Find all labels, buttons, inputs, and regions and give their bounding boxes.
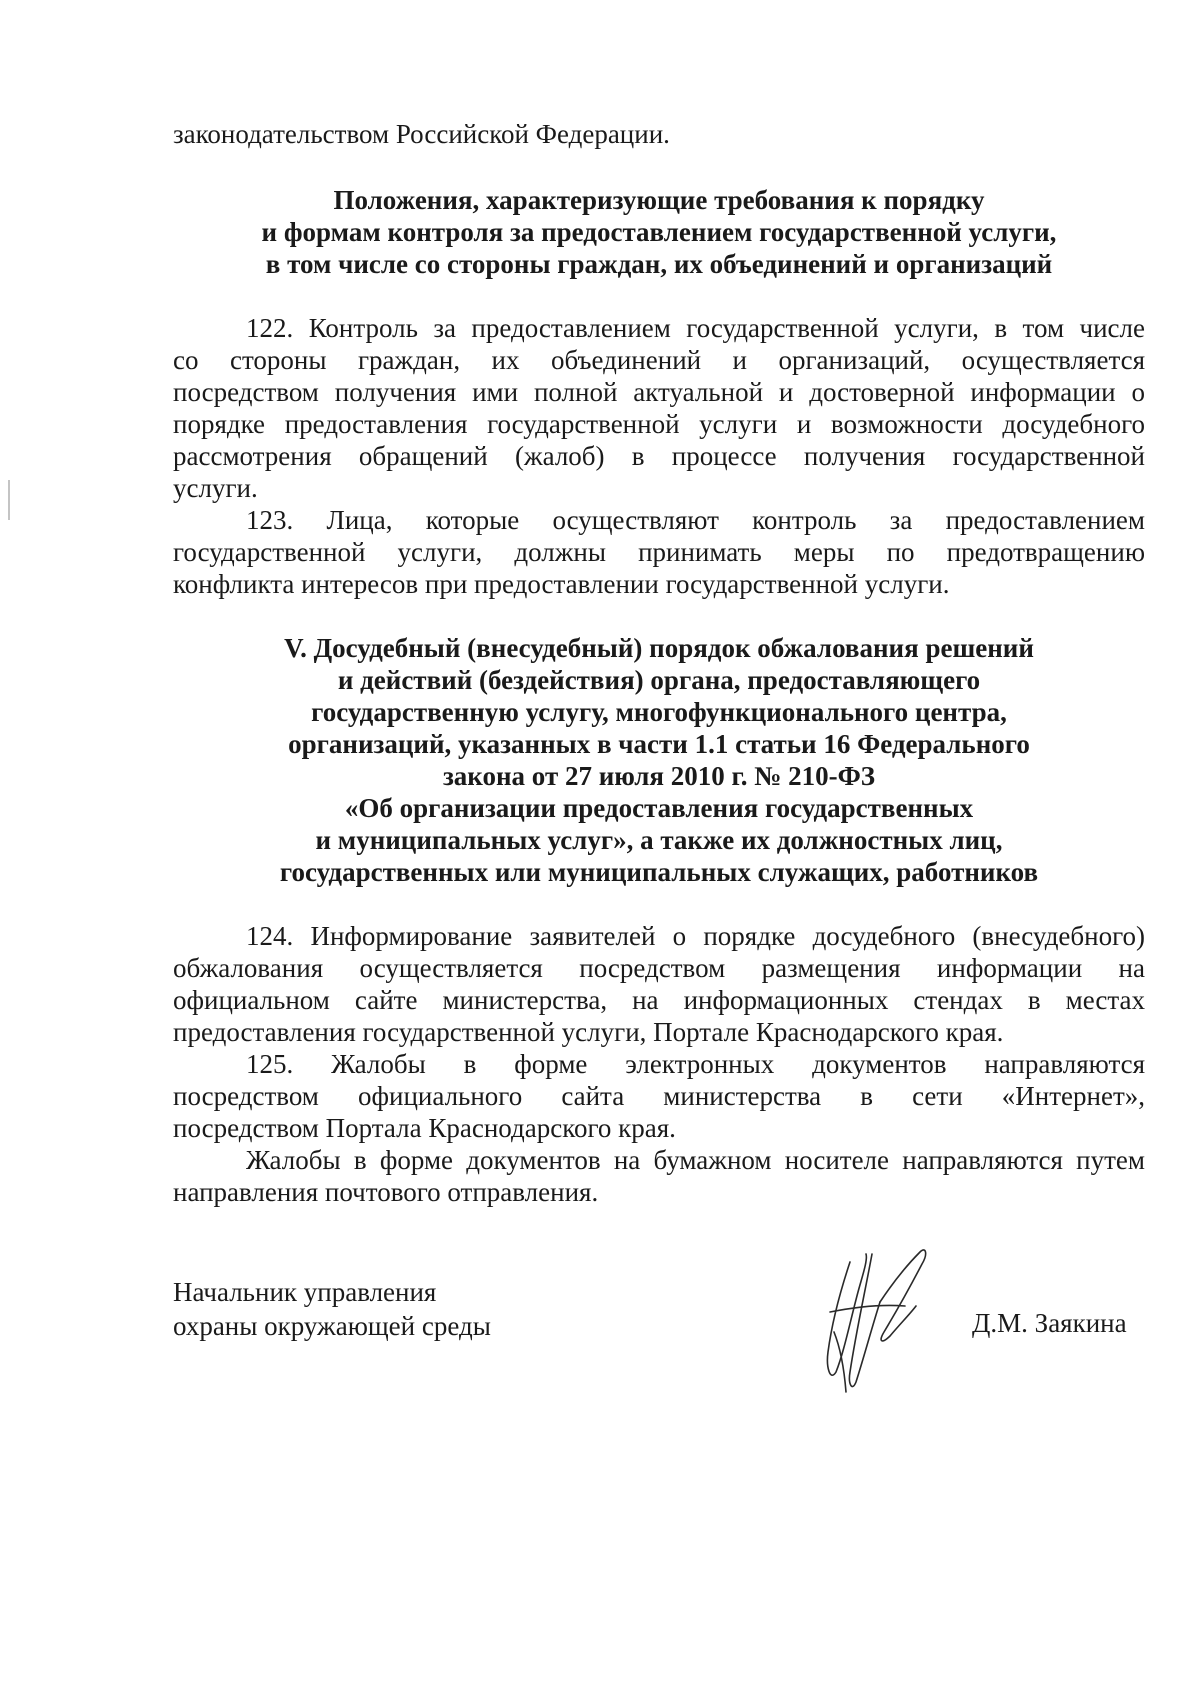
- text-line: услуги.: [173, 473, 258, 503]
- text-line: конфликта интересов при предоставлении государственной услуги.: [173, 569, 950, 599]
- text-line: со стороны граждан, их объединений и организаций, осуществляется: [173, 345, 1145, 375]
- heading-line: государственную услугу, многофункционального центра,: [311, 697, 1007, 727]
- heading-line: V. Досудебный (внесудебный) порядок обжалования решений: [284, 633, 1034, 663]
- signatory-position: [173, 1275, 491, 1343]
- heading-line: Положения, характеризующие требования к порядку: [333, 185, 985, 215]
- heading-line: «Об организации предоставления государственных: [344, 793, 974, 823]
- heading-line: организаций, указанных в части 1.1 статьи 16 Федерального: [288, 729, 1030, 759]
- text-line: посредством официального сайта министерства в сети «Интернет»,: [173, 1081, 1145, 1111]
- text-line: 123. Лица, которые осуществляют контроль за предоставлением: [246, 505, 1145, 535]
- text-line: обжалования осуществляется посредством размещения информации на: [173, 953, 1145, 983]
- text-line: посредством Портала Краснодарского края.: [173, 1113, 676, 1143]
- section-heading-v: [173, 632, 1145, 888]
- handwritten-signature: [810, 1232, 980, 1402]
- text-line: 124. Информирование заявителей о порядке досудебного (внесудебного): [246, 921, 1145, 951]
- text-line: государственной услуги, должны принимать меры по предотвращению: [173, 537, 1145, 567]
- text-line: Жалобы в форме документов на бумажном носителе направляются путем: [246, 1145, 1145, 1175]
- heading-line: и действий (бездействия) органа, предоставляющего: [337, 665, 981, 695]
- text-line: посредством получения ими полной актуальной и достоверной информации о: [173, 377, 1145, 407]
- text-line: порядке предоставления государственной услуги и возможности досудебного: [173, 409, 1145, 439]
- heading-line: государственных или муниципальных служащих, работников: [279, 857, 1039, 887]
- heading-line: в том числе со стороны граждан, их объединений и организаций: [265, 249, 1053, 279]
- paragraph-122: [173, 312, 1145, 504]
- text-line: 122. Контроль за предоставлением государственной услуги, в том числе: [246, 313, 1145, 343]
- heading-line: закона от 27 июля 2010 г. № 210-ФЗ: [442, 761, 876, 791]
- position-line: Начальник управления: [173, 1277, 437, 1307]
- text-line: предоставления государственной услуги, Портале Краснодарского края.: [173, 1017, 1004, 1047]
- position-line: охраны окружающей среды: [173, 1311, 491, 1341]
- heading-line: и муниципальных услуг», а также их должностных лиц,: [315, 825, 1003, 855]
- text-line: направления почтового отправления.: [173, 1177, 599, 1207]
- scan-margin-mark: [8, 480, 10, 520]
- heading-line: и формам контроля за предоставлением государственной услуги,: [261, 217, 1057, 247]
- text-line: законодательством Российской Федерации.: [173, 119, 670, 149]
- text-line: официальном сайте министерства, на информационных стендах в местах: [173, 985, 1145, 1015]
- section-heading-control: [173, 184, 1145, 280]
- signatory-name: Д.М. Заякина: [972, 1308, 1127, 1338]
- text-line: рассмотрения обращений (жалоб) в процессе получения государственной: [173, 441, 1145, 471]
- text-line: 125. Жалобы в форме электронных документов направляются: [246, 1049, 1145, 1079]
- paragraph-125: [173, 1048, 1145, 1144]
- paragraph-124: [173, 920, 1145, 1048]
- opening-paragraph: [173, 118, 1145, 150]
- paragraph-paper-complaints: [173, 1144, 1145, 1208]
- paragraph-123: [173, 504, 1145, 600]
